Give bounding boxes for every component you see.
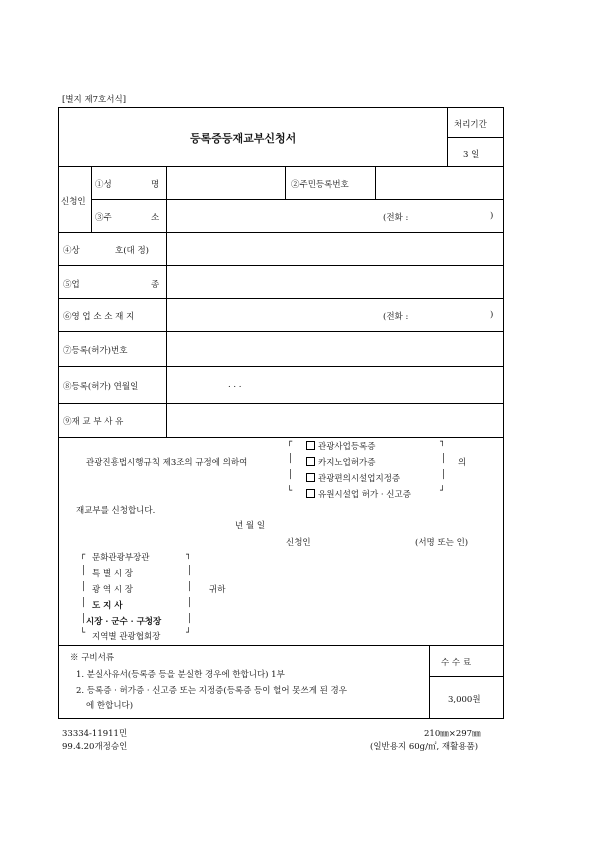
checkbox-icon — [306, 457, 315, 466]
name-label-tail: 명 — [151, 180, 160, 190]
reg-date-label: ⑧등록(허가) 연월일 — [63, 382, 139, 392]
recipient-item: 지역별 관광협회장 — [92, 632, 161, 642]
form-number: [별지 제7호서식] — [62, 95, 127, 105]
statement-prefix: 관광진흥법시행규칙 제3조의 규정에 의하여 — [86, 458, 248, 468]
statement-line2: 재교부를 신청합니다. — [76, 506, 156, 516]
recipient-item: 특 별 시 장 — [92, 569, 133, 579]
name-label: ①성 — [95, 180, 112, 190]
checkbox-icon — [306, 489, 315, 498]
signer-label: 신청인 — [286, 538, 311, 548]
sign-note: (서명 또는 인) — [415, 538, 469, 548]
footer-size: 210㎜×297㎜ — [424, 729, 481, 739]
reason-label: ⑨재 교 부 사 유 — [63, 417, 124, 427]
option-casino-permit[interactable]: 카지노업허가증 — [306, 456, 375, 468]
form-page: [별지 제7호서식] 등록증등재교부신청서 처리기간 3 일 신청인 ①성 명 ②주민등록번호 ③주 소 (전화 : ) ④상 호(대 정) ⑤업 종 ⑥영 업 소 소 재 지 (전화 : ) ⑦등록(허가)번호 ⑧등록(허가) 연월일 . . . ⑨재 교 부 사 유 ┌ ┐ └ ┘ │ │ │ │ 관광진흥법시행규칙 제3조의 규정에 의하여 관광사업등록증 카지노업허가증 관광편의시설업지정증 유원시설업 허가 · 신고증 의 재교부를 신청합니다. 년 월 일 신청인 (서명 또는 인) ┌ ┐ └ ┘ │ │ │ │ │ │ │ │ 문화관광부장관 특 별 시 장 광 역 시 장 도 지 사 시장 · 군수 · 구청장 지역별 관광협회장 귀하 ※ 구비서류 1. 분실사유서(등록증 등을 분실한 경우에 한합니다) 1부 2. 등록증 · 허가증 · 신고증 또는 지정증(등록증 등이 헐어 못쓰게 된 경우 에 한합니다) 수 수 료 3,000원 33334-11911민 99.4.20개정승인 210㎜×297㎜ (일반용지 60g/㎡, 재활용품) — [0, 0, 595, 842]
rrn-label: ②주민등록번호 — [291, 180, 349, 190]
document-item: 1. 분실사유서(등록증 등을 분실한 경우에 한합니다) 1부 — [76, 670, 285, 680]
recipient-item: 광 역 시 장 — [92, 585, 133, 595]
footer-approval: 99.4.20개정승인 — [62, 742, 128, 752]
footer-paper: (일반용지 60g/㎡, 재활용품) — [370, 742, 479, 752]
document-item: 에 한합니다) — [86, 701, 134, 711]
processing-value: 3 일 — [463, 150, 480, 160]
option-tourism-registration[interactable]: 관광사업등록증 — [306, 440, 375, 452]
option-amusement-permit[interactable]: 유원시설업 허가 · 신고증 — [306, 488, 411, 500]
honorific: 귀하 — [209, 585, 226, 595]
recipient-item: 문화관광부장관 — [92, 553, 150, 563]
business-label-tail: 종 — [151, 280, 160, 290]
address-label: ③주 — [95, 213, 112, 223]
applicant-group-label: 신청인 — [61, 197, 86, 207]
document-item: 2. 등록증 · 허가증 · 신고증 또는 지정증(등록증 등이 헐어 못쓰게 된 경우 — [76, 686, 347, 696]
address-label-tail: 소 — [151, 213, 160, 223]
trade-name-label-tail: 호(대 정) — [115, 246, 149, 256]
reg-number-label: ⑦등록(허가)번호 — [63, 346, 128, 356]
location-phone-close: ) — [490, 310, 494, 320]
fee-label: 수 수 료 — [441, 658, 472, 668]
statement-suffix: 의 — [458, 458, 467, 468]
checkbox-icon — [306, 473, 315, 482]
reg-date-dots: . . . — [228, 380, 242, 390]
application-date: 년 월 일 — [235, 521, 266, 531]
location-phone: (전화 : — [383, 312, 409, 322]
recipient-item: 시장 · 군수 · 구청장 — [86, 617, 162, 627]
location-label: ⑥영 업 소 소 재 지 — [63, 312, 135, 322]
documents-heading: ※ 구비서류 — [70, 653, 115, 663]
address-phone: (전화 : — [383, 213, 409, 223]
address-phone-close: ) — [490, 211, 494, 221]
trade-name-label: ④상 — [63, 246, 80, 256]
checkbox-icon — [306, 441, 315, 450]
business-label: ⑤업 — [63, 280, 80, 290]
form-title: 등록증등재교부신청서 — [190, 132, 297, 145]
option-convenience-designation[interactable]: 관광편의시설업지정증 — [306, 472, 400, 484]
footer-code: 33334-11911민 — [62, 729, 128, 739]
recipient-item: 도 지 사 — [92, 601, 123, 611]
fee-value: 3,000원 — [448, 695, 481, 705]
processing-label: 처리기간 — [454, 120, 487, 130]
